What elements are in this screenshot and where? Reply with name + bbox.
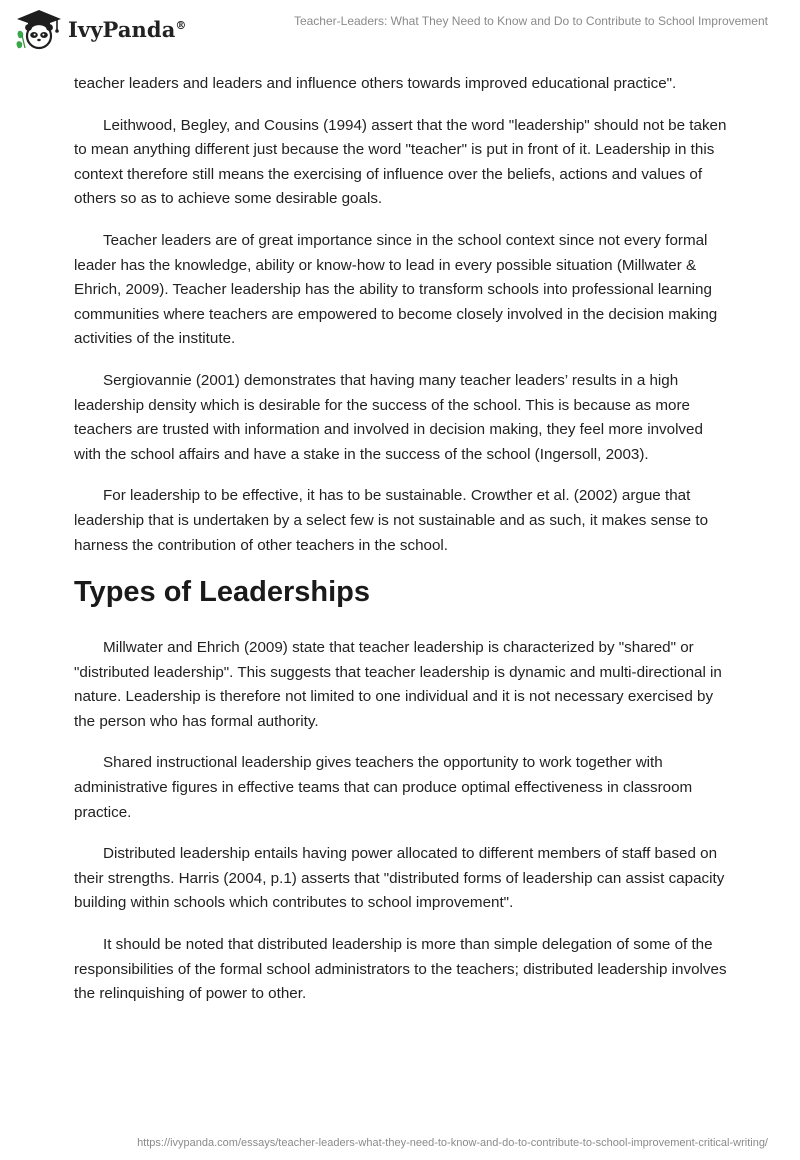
ivypanda-logo[interactable] (14, 8, 187, 50)
source-url-link[interactable]: https://ivypanda.com/essays/teacher-leaders-what-they-need-to-know-and-do-to-contribute-to-school-improvement-critical-writing/ (137, 1137, 768, 1149)
paragraph: For leadership to be effective, it has to be sustainable. Crowther et al. (2002) argue that leadership that is undertaken by a select few is not sustainable and as such, it makes sense to harness the contribution of other teachers in the school. (74, 487, 709, 554)
paragraph: Sergiovannie (2001) demonstrates that having many teacher leaders’ results in a high leadership density which is desirable for the success of the school. This is because as more teachers are trusted with information and involved in decision making, they feel more involved with the school affairs and have a stake in the success of the school (Ingersoll, 2003). (74, 371, 703, 463)
section-heading: Types of Leaderships (74, 576, 370, 609)
paragraph: Shared instructional leadership gives teachers the opportunity to work together with administrative figures in effective teams that can produce optimal effectiveness in classroom practice. (74, 754, 693, 821)
logo-wordmark: IvyPanda® (68, 16, 187, 42)
document-title: Teacher-Leaders: What They Need to Know and Do to Contribute to School Improvement (293, 14, 768, 28)
paragraph: Leithwood, Begley, and Cousins (1994) assert that the word "leadership" should not be taken to mean anything different just because the word "teacher" is put in front of it. Leadership in this context therefore still means the exercising of influence over the beliefs, actions and values of others so as to achieve some desirable goals. (74, 116, 727, 208)
paragraph: Millwater and Ehrich (2009) state that teacher leadership is characterized by "shared" or "distributed leadership". This suggests that teacher leadership is dynamic and multi-directional in nature. Leadership is therefore not limited to one individual and it is not necessary exercised by the person who has formal authority. (74, 639, 722, 730)
paragraph: Teacher leaders are of great importance since in the school context since not every formal leader has the knowledge, ability or know-how to lead in every possible situation (Millwater & Ehrich, 2009). Teacher leadership has the ability to transform schools into professional learning communities where teachers are empowered to become closely involved in the decision making activities of the institute. (74, 231, 718, 348)
paragraph: It should be noted that distributed leadership is more than simple delegation of some of the responsibilities of the formal school administrators to the teachers; distributed leadership involves the relinquishing of power to other. (74, 936, 727, 1003)
paragraph-continuation: teacher leaders and leaders and influence others towards improved educational practice". (74, 75, 677, 92)
paragraph: Distributed leadership entails having power allocated to different members of staff based on their strengths. Harris (2004, p.1) asserts that "distributed forms of leadership can assist capacity building within schools which contributes to school improvement". (74, 845, 725, 912)
panda-graduate-icon (14, 8, 64, 50)
page-header (0, 0, 800, 60)
essay-body (74, 72, 734, 1024)
registered-mark: ® (175, 18, 187, 32)
